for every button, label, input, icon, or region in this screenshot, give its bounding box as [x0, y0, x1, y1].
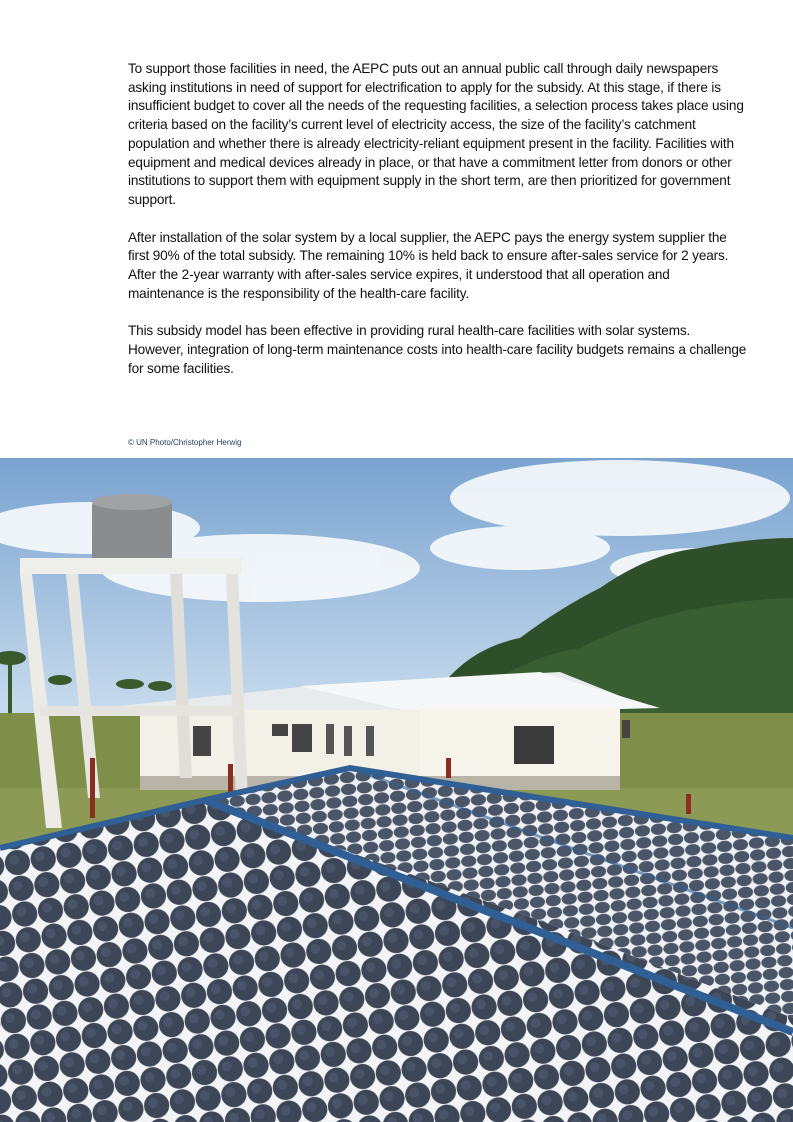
body-text — [128, 60, 748, 398]
solar-panel-photo — [0, 458, 793, 1122]
solar-panel-array — [0, 768, 793, 1122]
paragraph-effectiveness: This subsidy model has been effective in providing rural health-care facilities with solar systems. However, integration of long-term maintenance costs into health-care facility budgets remains a challenge for some facilities. — [128, 323, 747, 376]
paragraph-selection-process: To support those facilities in need, the AEPC puts out an annual public call through daily newspapers asking institutions in need of support for electrification to apply for the subsidy. At this stage, if there is insufficient budget to cover all the needs of the requesting facilities, a selection process takes place using criteria based on the facility’s current level of electricity access, the size of the facility’s catchment population and whether there is already electricity-reliant equipment present in the facility. Facilities with equipment and medical devices already in place, or that have a commitment letter from donors or other institutions to support them with equipment supply in the short term, are then prioritized for government support. — [128, 61, 744, 207]
photo-credit: © UN Photo/Christopher Herwig — [128, 438, 242, 447]
photo-illustration — [0, 458, 793, 1122]
paragraph-subsidy-payment: After installation of the solar system by a local supplier, the AEPC pays the energy system supplier the first 90% of the total subsidy. The remaining 10% is held back to ensure after-sales service for 2 years. After the 2-year warranty with after-sales service expires, it understood that all operation and maintenance is the responsibility of the health-care facility. — [128, 229, 729, 301]
